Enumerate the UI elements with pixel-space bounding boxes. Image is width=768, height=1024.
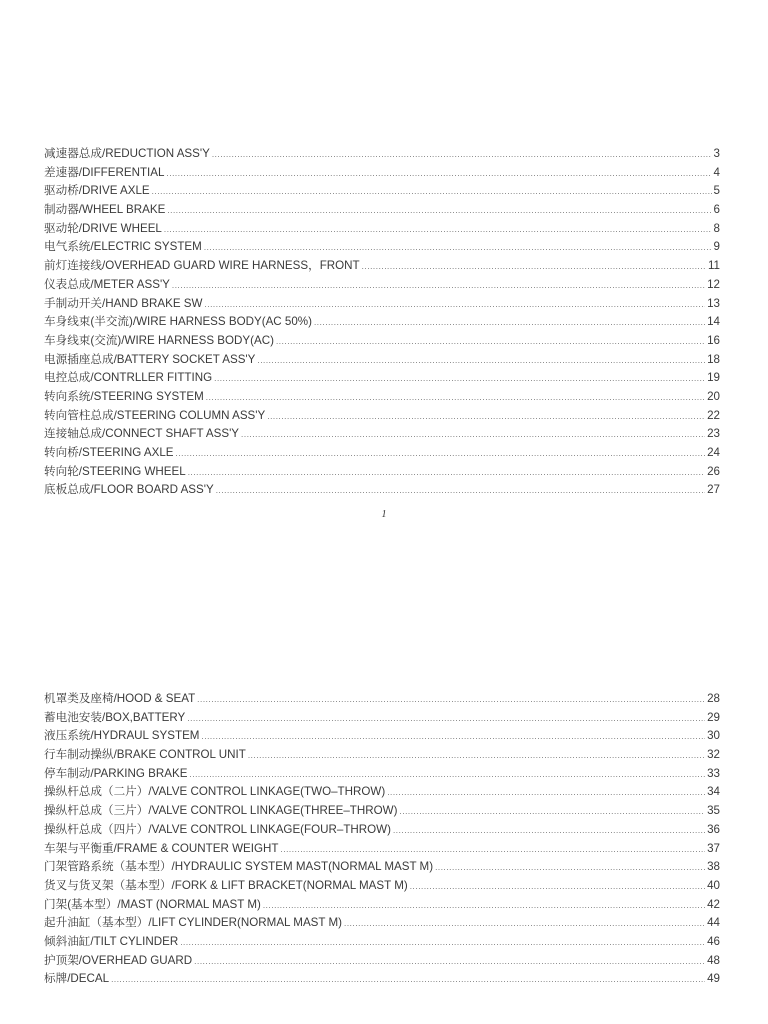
toc-entry[interactable] xyxy=(44,896,720,915)
toc-leader-dots xyxy=(172,277,705,296)
toc-entry-title: 仪表总成/METER ASS'Y xyxy=(44,277,170,291)
toc-entry-page-number: 48 xyxy=(707,953,720,967)
toc-entry[interactable] xyxy=(44,332,720,351)
toc-entry[interactable] xyxy=(44,238,720,257)
toc-leader-dots xyxy=(435,859,705,878)
toc-entry-page-number: 9 xyxy=(713,240,720,254)
toc-entry[interactable] xyxy=(44,709,720,728)
toc-entry-title: 操纵杆总成（二片）/VALVE CONTROL LINKAGE(TWO–THROW) xyxy=(44,785,386,799)
toc-entry-page-number: 26 xyxy=(707,464,720,478)
toc-entry-page-number: 33 xyxy=(707,766,720,780)
toc-entry-page-number: 28 xyxy=(707,692,720,705)
toc-entry-page-number: 38 xyxy=(707,860,720,874)
toc-entry-page-number: 11 xyxy=(707,259,720,273)
toc-entry-title: 连接轴总成/CONNECT SHAFT ASS'Y xyxy=(44,427,240,441)
toc-entry-page-number: 19 xyxy=(707,371,720,385)
toc-entry-title: 转向管柱总成/STEERING COLUMN ASS'Y xyxy=(44,408,266,422)
toc-entry-title: 机罩类及座椅/HOOD & SEAT xyxy=(44,692,196,705)
toc-entry-page-number: 14 xyxy=(707,315,720,329)
toc-entry-title: 电源插座总成/BATTERY SOCKET ASS'Y xyxy=(44,352,256,366)
toc-entry[interactable] xyxy=(44,276,720,295)
toc-entry-title: 蓄电池安装/BOX,BATTERY xyxy=(44,710,186,724)
toc-entry-title: 转向轮/STEERING WHEEL xyxy=(44,464,186,478)
toc-entry-page-number: 42 xyxy=(707,897,720,911)
toc-leader-dots xyxy=(393,822,705,841)
toc-entry[interactable] xyxy=(44,407,720,426)
toc-entry-page-number: 46 xyxy=(707,934,720,948)
toc-entry-title: 车身线束(交流)/WIRE HARNESS BODY(AC) xyxy=(44,333,274,347)
toc-leader-dots xyxy=(166,165,711,184)
toc-leader-dots xyxy=(204,296,705,315)
toc-entry[interactable] xyxy=(44,201,720,220)
toc-entry-title: 底板总成/FLOOR BOARD ASS'Y xyxy=(44,483,214,497)
toc-entry-title: 转向桥/STEERING AXLE xyxy=(44,446,174,459)
toc-entry-title: 车身线束(半交流)/WIRE HARNESS BODY(AC 50%) xyxy=(44,315,312,329)
toc-entry-title: 驱动桥/DRIVE AXLE xyxy=(44,184,150,198)
toc-entry[interactable] xyxy=(44,765,720,784)
toc-leader-dots xyxy=(214,370,705,389)
toc-entry-page-number: 30 xyxy=(707,729,720,743)
toc-entry-page-number: 35 xyxy=(707,804,720,818)
toc-entry-title: 液压系统/HYDRAUL SYSTEM xyxy=(44,729,200,743)
toc-entry[interactable] xyxy=(44,877,720,896)
toc-leader-dots xyxy=(187,710,705,729)
toc-entry-title: 起升油缸（基本型）/LIFT CYLINDER(NORMAL MAST M) xyxy=(44,916,343,930)
toc-entry[interactable] xyxy=(44,145,720,164)
toc-leader-dots xyxy=(152,183,712,202)
toc-leader-dots xyxy=(216,482,705,501)
toc-entry[interactable] xyxy=(44,858,720,877)
toc-leader-dots xyxy=(276,333,705,352)
toc-leader-dots xyxy=(344,915,705,934)
toc-entry[interactable] xyxy=(44,933,720,952)
toc-entry-page-number: 34 xyxy=(707,785,720,799)
toc-list-bottom xyxy=(44,690,720,989)
toc-entry-title: 倾斜油缸/TILT CYLINDER xyxy=(44,934,179,948)
toc-entry-page-number: 6 xyxy=(713,203,720,217)
toc-leader-dots xyxy=(362,258,706,277)
toc-entry[interactable] xyxy=(44,952,720,971)
toc-entry-page-number: 44 xyxy=(707,916,720,930)
page-number: 1 xyxy=(381,509,387,520)
toc-entry-title: 货叉与货叉架（基本型）/FORK & LIFT BRACKET(NORMAL MAST M) xyxy=(44,878,408,892)
toc-entry[interactable] xyxy=(44,444,720,463)
toc-leader-dots xyxy=(180,934,705,953)
toc-entry-title: 标牌/DECAL xyxy=(44,972,110,986)
toc-entry-page-number: 29 xyxy=(707,710,720,724)
toc-leader-dots xyxy=(241,426,705,445)
toc-entry-page-number: 36 xyxy=(707,822,720,836)
toc-leader-dots xyxy=(111,971,705,990)
toc-entry-page-number: 13 xyxy=(707,296,720,310)
toc-leader-dots xyxy=(410,878,705,897)
toc-entry-title: 护顶架/OVERHEAD GUARD xyxy=(44,953,193,967)
toc-leader-dots xyxy=(212,146,712,165)
toc-entry-page-number: 22 xyxy=(707,408,720,422)
toc-leader-dots xyxy=(188,464,705,483)
toc-leader-dots xyxy=(167,202,711,221)
toc-entry[interactable] xyxy=(44,388,720,407)
toc-entry-title: 减速器总成/REDUCTION ASS'Y xyxy=(44,147,210,160)
toc-entry-page-number: 27 xyxy=(707,483,720,497)
toc-entry-title: 电控总成/CONTRLLER FITTING xyxy=(44,371,213,385)
toc-leader-dots xyxy=(201,728,705,747)
toc-leader-dots xyxy=(164,221,712,240)
toc-entry-title: 门架(基本型）/MAST (NORMAL MAST M) xyxy=(44,897,261,911)
toc-entry[interactable] xyxy=(44,727,720,746)
toc-leader-dots xyxy=(176,445,706,464)
toc-entry-title: 停车制动/PARKING BRAKE xyxy=(44,766,188,780)
toc-entry[interactable] xyxy=(44,840,720,859)
toc-leader-dots xyxy=(197,691,705,710)
toc-entry[interactable] xyxy=(44,164,720,183)
toc-leader-dots xyxy=(189,766,705,785)
toc-entry-page-number: 18 xyxy=(707,352,720,366)
toc-entry[interactable] xyxy=(44,257,720,276)
toc-entry-page-number: 5 xyxy=(713,184,720,198)
toc-entry-page-number: 37 xyxy=(707,841,720,855)
toc-leader-dots xyxy=(267,408,705,427)
toc-entry-title: 操纵杆总成（三片）/VALVE CONTROL LINKAGE(THREE–THROW) xyxy=(44,804,398,818)
toc-entry-page-number: 49 xyxy=(707,972,720,986)
toc-entry-page-number: 16 xyxy=(707,333,720,347)
toc-entry[interactable] xyxy=(44,690,720,709)
toc-leader-dots xyxy=(387,784,705,803)
toc-entry-page-number: 40 xyxy=(707,878,720,892)
toc-entry-page-number: 12 xyxy=(707,277,720,291)
toc-entry[interactable] xyxy=(44,369,720,388)
toc-leader-dots xyxy=(248,747,705,766)
toc-leader-dots xyxy=(194,953,705,972)
toc-entry-title: 门架管路系统（基本型）/HYDRAULIC SYSTEM MAST(NORMAL MAST M) xyxy=(44,860,434,874)
toc-leader-dots xyxy=(206,389,705,408)
toc-entry[interactable] xyxy=(44,783,720,802)
toc-entry-title: 车架与平衡重/FRAME & COUNTER WEIGHT xyxy=(44,841,279,855)
toc-entry-title: 手制动开关/HAND BRAKE SW xyxy=(44,296,203,310)
toc-entry-title: 转向系统/STEERING SYSTEM xyxy=(44,389,204,403)
toc-entry-title: 行车制动操纵/BRAKE CONTROL UNIT xyxy=(44,748,246,762)
toc-entry[interactable] xyxy=(44,914,720,933)
toc-entry[interactable] xyxy=(44,182,720,201)
toc-entry-page-number: 8 xyxy=(713,221,720,235)
toc-leader-dots xyxy=(204,239,712,258)
toc-entry-title: 差速器/DIFFERENTIAL xyxy=(44,165,165,179)
toc-list-top xyxy=(44,145,720,500)
toc-leader-dots xyxy=(280,841,705,860)
toc-entry[interactable] xyxy=(44,220,720,239)
toc-entry-page-number: 3 xyxy=(713,147,720,160)
toc-entry-page-number: 4 xyxy=(713,165,720,179)
toc-leader-dots xyxy=(263,897,705,916)
toc-entry-page-number: 23 xyxy=(707,427,720,441)
toc-leader-dots xyxy=(399,803,705,822)
toc-entry[interactable] xyxy=(44,463,720,482)
toc-entry-page-number: 20 xyxy=(707,389,720,403)
toc-entry[interactable] xyxy=(44,821,720,840)
toc-entry[interactable] xyxy=(44,746,720,765)
toc-entry-title: 操纵杆总成（四片）/VALVE CONTROL LINKAGE(FOUR–THROW) xyxy=(44,822,391,836)
toc-entry[interactable] xyxy=(44,802,720,821)
toc-entry-page-number: 24 xyxy=(707,446,720,459)
toc-leader-dots xyxy=(314,314,705,333)
toc-leader-dots xyxy=(257,352,705,371)
toc-entry-page-number: 32 xyxy=(707,748,720,762)
toc-entry[interactable] xyxy=(44,295,720,314)
toc-entry-title: 驱动轮/DRIVE WHEEL xyxy=(44,221,162,235)
toc-entry[interactable] xyxy=(44,970,720,989)
toc-entry-title: 制动器/WHEEL BRAKE xyxy=(44,203,166,217)
toc-entry[interactable] xyxy=(44,313,720,332)
toc-entry[interactable] xyxy=(44,481,720,500)
toc-entry[interactable] xyxy=(44,351,720,370)
toc-entry[interactable] xyxy=(44,425,720,444)
toc-entry-title: 电气系统/ELECTRIC SYSTEM xyxy=(44,240,202,254)
toc-entry-title: 前灯连接线/OVERHEAD GUARD WIRE HARNESS，FRONT xyxy=(44,259,360,273)
